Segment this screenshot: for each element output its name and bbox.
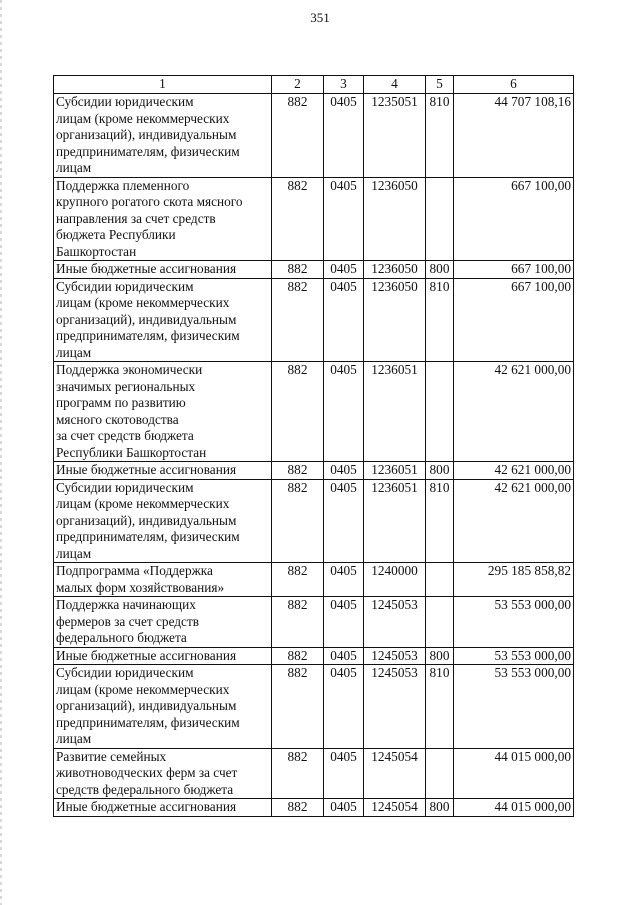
row-name xyxy=(54,462,272,480)
expense-type-code xyxy=(426,177,454,261)
table-row xyxy=(54,647,574,665)
row-name-line: Субсидии юридическим xyxy=(56,278,194,294)
row-name-line: мясного скотоводства xyxy=(56,411,179,427)
row-name-line: организаций), индивидуальным xyxy=(56,512,237,528)
ministry-code: 882 xyxy=(272,362,324,462)
row-name xyxy=(54,799,272,817)
section-code: 0405 xyxy=(324,597,364,648)
row-name-line: организаций), индивидуальным xyxy=(56,127,237,142)
expense-type-code: 810 xyxy=(426,479,454,563)
table-row xyxy=(54,177,574,261)
row-name-line: животноводческих ферм за счет xyxy=(56,765,238,780)
row-name xyxy=(54,748,272,799)
row-name-line: Иные бюджетные ассигнования xyxy=(56,799,237,814)
amount: 53 553 000,00 xyxy=(454,647,574,665)
ministry-code: 882 xyxy=(272,278,324,362)
amount: 42 621 000,00 xyxy=(454,479,574,563)
row-name-line: предпринимателям, физическим xyxy=(56,529,240,544)
section-code: 0405 xyxy=(324,261,364,279)
table-row xyxy=(54,479,574,563)
row-name-line: лицам (кроме некоммерческих xyxy=(56,496,230,511)
row-name-line: лицам xyxy=(56,160,92,175)
row-name-line: малых форм хозяйствования» xyxy=(56,579,225,595)
table-body xyxy=(54,94,574,817)
row-name xyxy=(54,362,272,462)
section-code: 0405 xyxy=(324,647,364,665)
row-name-line: за счет средств бюджета xyxy=(56,428,194,443)
scan-edge xyxy=(0,0,2,905)
ministry-code: 882 xyxy=(272,94,324,178)
row-name xyxy=(54,278,272,362)
expense-type-code: 800 xyxy=(426,261,454,279)
row-name-line: организаций), индивидуальным xyxy=(56,698,237,713)
amount: 667 100,00 xyxy=(454,177,574,261)
target-article-code: 1240000 xyxy=(364,563,426,597)
column-header: 5 xyxy=(426,76,454,94)
row-name-line: лицам xyxy=(56,344,92,360)
table-row xyxy=(54,665,574,749)
target-article-code: 1245053 xyxy=(364,597,426,648)
table-row xyxy=(54,563,574,597)
target-article-code: 1235051 xyxy=(364,94,426,178)
row-name-line: Субсидии юридическим xyxy=(56,479,194,495)
row-name-line: лицам (кроме некоммерческих xyxy=(56,110,230,126)
target-article-code: 1236051 xyxy=(364,479,426,563)
section-code: 0405 xyxy=(324,94,364,178)
table-row xyxy=(54,799,574,817)
page-number: 351 xyxy=(310,10,330,25)
row-name-line: Поддержка племенного xyxy=(56,177,190,193)
amount: 667 100,00 xyxy=(454,261,574,279)
table-row xyxy=(54,597,574,648)
row-name-line: лицам xyxy=(56,545,92,561)
amount: 44 015 000,00 xyxy=(454,799,574,817)
column-header: 3 xyxy=(324,76,364,94)
row-name-line: фермеров за счет средств xyxy=(56,613,200,629)
section-code: 0405 xyxy=(324,479,364,563)
row-name xyxy=(54,563,272,597)
target-article-code: 1245053 xyxy=(364,665,426,749)
row-name-line: предпринимателям, физическим xyxy=(56,143,240,159)
row-name-line: Подпрограмма «Поддержка xyxy=(56,563,213,578)
row-name xyxy=(54,177,272,261)
target-article-code: 1245053 xyxy=(364,647,426,665)
target-article-code: 1236050 xyxy=(364,177,426,261)
expense-type-code: 800 xyxy=(426,462,454,480)
table-row xyxy=(54,362,574,462)
expense-type-code: 800 xyxy=(426,647,454,665)
row-name-line: Развитие семейных xyxy=(56,748,167,764)
ministry-code: 882 xyxy=(272,799,324,817)
ministry-code: 882 xyxy=(272,177,324,261)
expense-type-code xyxy=(426,748,454,799)
row-name-line: бюджета Республики xyxy=(56,227,176,242)
column-header: 4 xyxy=(364,76,426,94)
column-header: 2 xyxy=(272,76,324,94)
amount: 53 553 000,00 xyxy=(454,665,574,749)
expense-type-code xyxy=(426,563,454,597)
ministry-code: 882 xyxy=(272,597,324,648)
ministry-code: 882 xyxy=(272,462,324,480)
amount: 667 100,00 xyxy=(454,278,574,362)
row-name xyxy=(54,665,272,749)
row-name xyxy=(54,647,272,665)
row-name-line: значимых региональных xyxy=(56,378,196,394)
section-code: 0405 xyxy=(324,799,364,817)
ministry-code: 882 xyxy=(272,665,324,749)
target-article-code: 1236050 xyxy=(364,278,426,362)
row-name-line: направления за счет средств xyxy=(56,210,216,226)
table-row xyxy=(54,748,574,799)
expense-type-code: 810 xyxy=(426,94,454,178)
section-code: 0405 xyxy=(324,462,364,480)
expense-type-code: 810 xyxy=(426,278,454,362)
row-name-line: крупного рогатого скота мясного xyxy=(56,194,243,209)
amount: 42 621 000,00 xyxy=(454,462,574,480)
row-name-line: Субсидии юридическим xyxy=(56,665,194,680)
ministry-code: 882 xyxy=(272,261,324,279)
target-article-code: 1236051 xyxy=(364,462,426,480)
target-article-code: 1245054 xyxy=(364,799,426,817)
ministry-code: 882 xyxy=(272,479,324,563)
row-name xyxy=(54,597,272,648)
ministry-code: 882 xyxy=(272,647,324,665)
row-name-line: Республики Башкортостан xyxy=(56,444,207,460)
column-header: 1 xyxy=(54,76,272,94)
amount: 42 621 000,00 xyxy=(454,362,574,462)
row-name-line: предпринимателям, физическим xyxy=(56,714,240,730)
table-row xyxy=(54,278,574,362)
amount: 44 015 000,00 xyxy=(454,748,574,799)
row-name-line: программ по развитию xyxy=(56,395,186,410)
expense-type-code xyxy=(426,597,454,648)
section-code: 0405 xyxy=(324,362,364,462)
amount: 44 707 108,16 xyxy=(454,94,574,178)
amount: 295 185 858,82 xyxy=(454,563,574,597)
row-name-line: Субсидии юридическим xyxy=(56,94,194,109)
target-article-code: 1236051 xyxy=(364,362,426,462)
row-name-line: лицам xyxy=(56,731,92,746)
section-code: 0405 xyxy=(324,748,364,799)
table-row xyxy=(54,462,574,480)
row-name-line: федерального бюджета xyxy=(56,630,187,645)
target-article-code: 1236050 xyxy=(364,261,426,279)
column-header: 6 xyxy=(454,76,574,94)
row-name xyxy=(54,261,272,279)
row-name-line: Башкортостан xyxy=(56,243,137,259)
ministry-code: 882 xyxy=(272,563,324,597)
row-name-line: Иные бюджетные ассигнования xyxy=(56,261,237,276)
section-code: 0405 xyxy=(324,563,364,597)
section-code: 0405 xyxy=(324,278,364,362)
row-name xyxy=(54,94,272,178)
row-name-line: Иные бюджетные ассигнования xyxy=(56,462,237,477)
table-header-row xyxy=(54,76,574,94)
row-name-line: Иные бюджетные ассигнования xyxy=(56,647,237,663)
row-name-line: организаций), индивидуальным xyxy=(56,311,237,327)
section-code: 0405 xyxy=(324,665,364,749)
row-name xyxy=(54,479,272,563)
target-article-code: 1245054 xyxy=(364,748,426,799)
row-name-line: предпринимателям, физическим xyxy=(56,328,240,343)
budget-table xyxy=(53,75,574,817)
table-row xyxy=(54,94,574,178)
section-code: 0405 xyxy=(324,177,364,261)
row-name-line: лицам (кроме некоммерческих xyxy=(56,295,230,310)
row-name-line: лицам (кроме некоммерческих xyxy=(56,681,230,697)
expense-type-code: 800 xyxy=(426,799,454,817)
amount: 53 553 000,00 xyxy=(454,597,574,648)
row-name-line: Поддержка экономически xyxy=(56,362,203,377)
expense-type-code: 810 xyxy=(426,665,454,749)
table-row xyxy=(54,261,574,279)
row-name-line: средств федерального бюджета xyxy=(56,781,234,797)
ministry-code: 882 xyxy=(272,748,324,799)
expense-type-code xyxy=(426,362,454,462)
row-name-line: Поддержка начинающих xyxy=(56,597,196,612)
